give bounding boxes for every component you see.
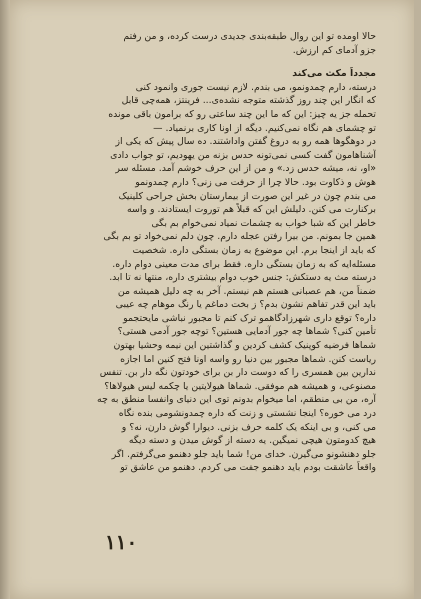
body-line: «او، نه، میشه حدس زد.» و من از این حرف خوشم آمد. مسئله سر — [115, 163, 376, 175]
body-line: شماها فرضیه کوپنیک کشف کردین و گذاشتین این نیمه وحشیا بهتون — [113, 340, 376, 352]
body-line: باید این قدر تفاهم نشون بدم؟ ز بخت دماغم یا رنگ موهام چه عیبی — [115, 299, 376, 311]
page-text — [46, 30, 376, 475]
intro-line: جزو آدمای کم ارزش. — [292, 44, 376, 56]
body-line: همین جا بمونم. من بیرا رفتن عجله دارم. چون دلم نمی‌خواد تو بم بگی — [103, 231, 376, 243]
binding-edge — [0, 0, 10, 599]
body-line: که باید از اینجا برم. این موضوع به زمان بستگی داره. شخصیت — [132, 244, 376, 256]
intro-line: حالا اومده تو این روال طبقه‌بندی جدیدی درست کرده، و من رفتم — [123, 31, 376, 42]
body-line: هوش و ذکاوت بود. حالا چرا از حرفت می زنی؟ دارم چمدونمو — [135, 176, 376, 188]
body-line: درسته، دارم چمدونمو، می بندم. لازم نیست جوری وانمود کنی — [135, 81, 376, 93]
body-line: واقعاً عاشقت بودم باید دهنمو جفت می کردم. دهنمو من عاشق تو — [120, 462, 376, 474]
body-line: ریاست کنن. شماها مجبور بین دنیا رو واسه اونا فتح کنین اما اجازه — [120, 353, 376, 365]
body-line: آشناهامون گفت کسی نمی‌تونه حدس بزنه من یهودیم، تو جواب دادی — [110, 149, 376, 161]
body-line: درد می خوره؟ اینجا نشستی و زنت که داره چمدونشومی بنده نگاه — [118, 408, 376, 420]
page-number: ۱۱۰ — [105, 530, 138, 554]
body-line: جلو دهنشونو می‌گیرن. خدای من! شما باید جلو دهنمو می‌گرفتم. اگر — [111, 448, 376, 460]
body-line: ضمناً من، هم عصبانی هستم هم نیستم. آخر به چه دلیل همیشه من — [117, 285, 376, 297]
body-line: تحمله جز یه چیز: این که ما این چند ساعتی رو که برامون باقی مونده — [108, 108, 376, 120]
body-line: آره، من بی منطقم، اما میخوام بدونم توی این دنیای وانفسا منطق به چه — [97, 394, 376, 406]
body-line: مسئله‌ایه که به زمان بستگی داره. فقط برای مدت معینی دوام داره. — [112, 258, 376, 270]
body-line: می بندم چون در غیر این صورت از بیمارستان بخش جراحی کلینیک — [118, 190, 376, 202]
body-line: که انگار این چند روز گذشته متوجه نشده‌ی... فرینتز، همه‌چی قابل — [121, 95, 376, 107]
body-line: درسته مث یه دستکش: جنس خوب دوام بیشتری داره، منتها نه تا ابد. — [109, 272, 376, 284]
spacer — [46, 57, 376, 67]
body-line: داره؟ توقع داری شهرزادگاهمو ترک کنم تا مجبور نباشی مایحتجمو — [123, 312, 376, 324]
body-line: می کنی، و بی اینکه یک کلمه حرف بزنی. دیوارا گوش دارن، نه؟ و — [121, 421, 376, 433]
body-line: تأمین کنی؟ شماها چه جور آدمایی هستین؟ توچه جور آدمی هستی؟ — [117, 326, 376, 338]
book-page — [10, 0, 414, 599]
stage-direction-heading: مجدداً مکث می‌کند — [292, 68, 376, 80]
body-line: برکنارت می کنن. دلیلش این که قبلاً هم توروت ایستادند. و واسه — [127, 204, 376, 216]
body-line: هیچ کدومتون هیچی نمیگین. یه دسته از گوش میدن و دسته دیگه — [128, 435, 376, 447]
body-line: تو چشمای هم نگاه نمی‌کنیم. دیگه از اونا کاری برنمیاد. — — [153, 122, 376, 134]
body-line: در دوهگوها همه رو به دروغ گفتن واداشتند. ده سال پیش که یکی از — [115, 136, 376, 148]
body-line: مصنوعی، و همیشه هم موفقی. شماها هیولایتین یا چکمه لیس هیولاها؟ — [104, 380, 376, 392]
body-line: خاطر این که شبا خواب به چشمات نمیاد نمی‌خوام بم بگی — [151, 217, 376, 229]
body-line: ندارین بین همسری را که دوست دار بن برای خودتون نگه دار بن. تنفس — [99, 367, 376, 379]
